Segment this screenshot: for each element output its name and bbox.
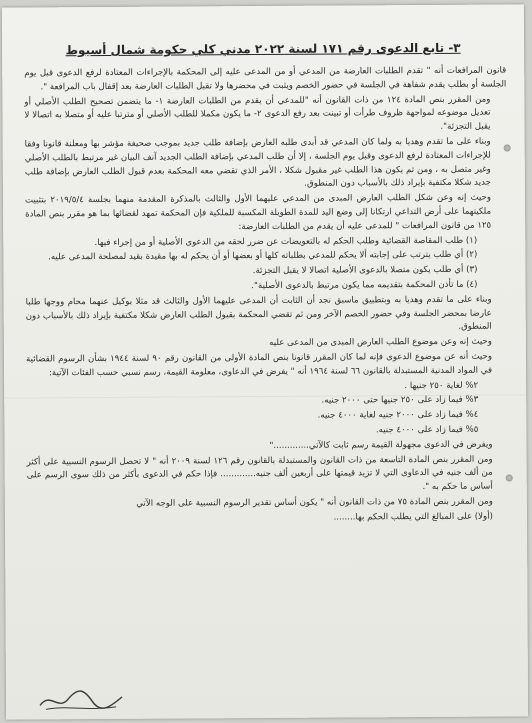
handwritten-signature — [36, 683, 126, 716]
fee-tier: ٢% لغاية ٢٥٠ جنيها . — [404, 380, 479, 391]
fee-tier: ٤% فيما زاد على ٢٠٠٠ جنيه لغاية ٤٠٠٠ جنيه. — [317, 409, 479, 421]
paragraph: ويفرض في الدعوى مجهولة القيمة رسم ثابت كالآتي............." — [269, 439, 493, 451]
paragraph: وحيث إنه وعن موضوع الطلب العارض المبدى من المدعى عليه — [269, 336, 492, 349]
document-body — [24, 65, 509, 528]
paragraph: وحيث أنه عن موضوع الدعوى فإنه لما كان المقرر قانونا بنص المادة الأولى من القانون رقم ٩٠ لسنة ١٩٤٤ بشأن الرسوم القضائية في المواد المدنية المستبدلة بالقانون ٦٦ لسنة ١٩٦٤ أنه " يفرض في الدعاوى، معلومة القيمة، رسم نسبي حسب الفئات الآتية: — [25, 351, 493, 379]
paragraph: وبناء على ما تقدم وهديا به وبتطبيق ماسبق نجد أن الثابت أن المدعى عليهما الأول والثالث قد مثلا بوكيل عنهما محام ووجها طلبا عارضا بمحضر الجلسة وفي حضور الخصم الآخر ومن ثم تقضي المحكمة بقبول الطلب العارض شكلا مكتفية بإيراد ذلك بالأسباب دون المنطوق. — [25, 294, 492, 333]
paragraph: وبناء على ما تقدم وهديا به ولما كان المدعي قد أبدى طلبه العارض بإضافة طلب جديد بموجب صحيفة مؤشر بها ومعلنة قانونا وفقا للإجراءات المعتادة لرفع الدعوى وقبل يوم الجلسة ، إلا أن طلب المدعي بإضافة الطلب الجديد آنف البيان غير مرتبط بالطلب الأصلي وغير متصل به ، ومن ثم يكون هذا الطلب غير مقبول شكلا ، الأمر الذي تقضي معه المحكمة بعدم قبول الطلب العارض بإضافة طلب جديد شكلا مكتفية بإيراد ذلك بالأسباب دون المنطوق. — [24, 136, 491, 190]
paragraph: وحيث إنه وعن شكل الطلب العارض المبدى من المدعي عليهما الأول والثالث بالمذكرة المقدمة منهما بجلسة ٢٠١٩/٥/٤ بتثبيت ملكيتهما على أرض التداعي ارتكانا إلى وضع اليد للمدة الطويلة المكسبة للملكية فإن المحكمة تمهد لقضائها بما هو مقرر بنص المادة ١٢٥ من قانون المرافعات " للمدعى عليه أن يقدم من الطلبات العارضة: — [24, 192, 492, 232]
paragraph: ومن المقرر بنص المادة ٧٥ من ذات القانون أنه " يكون أساس تقدير الرسوم النسبية على الوجه الآتي — [136, 496, 493, 509]
paragraph: ومن المقرر بنص المادة ١٢٤ من ذات القانون أنه "للمدعي أن يقدم من الطلبات العارضة ١- ما يتضمن تصحيح الطلب الأصلي أو تعديل موضوعه لمواجهة ظروف طرأت أو تبينت بعد رفع الدعوى ٢- ما يكون مكملا للطلب الأصلي أو مترتبا عليه أو متصلا به اتصالا لا يقبل التجزئة". — [24, 94, 491, 133]
list-item: (١) طلب المقاصة القضائية وطلب الحكم له بالتعويضات عن ضرر لحقه من الدعوى الأصلية أو من إجراء فيها. — [94, 235, 478, 248]
list-item: (٤) ما تأذن المحكمة بتقديمه مما يكون مرتبط بالدعوى الأصلية". — [251, 279, 478, 292]
document-title: ٣- تابع الدعوى رقم ١٧١ لسنة ٢٠٢٢ مدني كلي حكومة شمال أسيوط — [65, 40, 461, 58]
fee-tier: ٣% فيما زاد على ٢٥٠ جنيها حتى ٢٠٠٠ جنيه. — [321, 395, 479, 406]
paragraph: ومن المقرر بنص المادة التاسعة من ذات القانون والمستبدلة بالقانون رقم ١٢٦ لسنة ٢٠٠٩ أنه " لا تحصل الرسوم النسبية على أكثر من ألف جنيه في الدعاوى التي لا تزيد قيمتها على أربعين ألف جنيه............. فإذا حكم في الدعوى بأكثر من ذلك سوى الرسم على أساس ما حكم به ". — [26, 454, 493, 493]
paragraph: قانون المرافعات أنه " تقدم الطلبات العارضة من المدعي أو من المدعى عليه إلى المحكمة بالإجراءات المعتادة لرفع الدعوى قبل يوم الجلسة أو بطلب يقدم شفاهة في الجلسة في حضور الخصم ويثبت في محضرها ولا تقبل الطلبات العارضة بعد إقفال باب المرافعة ". — [24, 65, 507, 93]
list-item: (٣) أي طلب يكون متصلا بالدعوى الأصلية اتصالا لا يقبل التجزئة. — [252, 264, 478, 277]
paragraph: (أولا) على المبالغ التي يطلب الحكم بها........ — [333, 511, 493, 523]
document-page — [2, 4, 528, 719]
fee-tier: ٥% فيما زاد على ٤٠٠٠ جنيه. — [375, 424, 479, 436]
list-item: (٢) أي طلب يترتب على إجابته ألا يحكم للمدعي بطلباته كلها أو بعضها أو أن يحكم له بها مقيدة بقيد لمصلحة المدعى عليه. — [48, 250, 478, 263]
